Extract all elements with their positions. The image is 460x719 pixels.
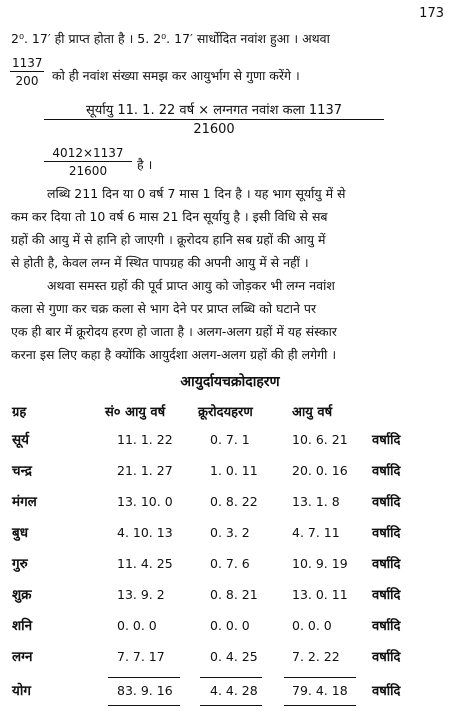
unit-label: वर्षादि (372, 588, 401, 603)
sum-rule-bottom (200, 705, 262, 706)
header-krurodaya: क्रूरोदयहरण (198, 405, 253, 420)
sam-ayu-value: 0. 0. 0 (117, 618, 157, 633)
graha-name: मंगल (12, 494, 37, 510)
text-line: 2⁰. 17′ ही प्राप्त होता है । 5. 2⁰. 17′ सार्धोदित नवांश हुआ । अथवा (11, 31, 330, 46)
fraction-1137-200 (10, 56, 44, 88)
fraction-numerator: 1137 (12, 56, 43, 70)
text-line: करना इस लिए कहा है क्योंकि आयुर्दशा अलग-अलग ग्रहों की ही लगेगी । (11, 347, 337, 362)
table-row (0, 616, 460, 646)
sam-ayu-value: 13. 10. 0 (117, 494, 173, 509)
sam-ayu-value: 13. 9. 2 (117, 587, 165, 602)
table-row (0, 523, 460, 553)
krurodaya-value: 0. 8. 21 (210, 587, 258, 602)
ayu-value: 13. 0. 11 (292, 587, 348, 602)
text-line: से होती है, केवल लग्न में स्थित पापग्रह की अपनी आयु में से नहीं । (11, 255, 309, 270)
sum-rule-bottom (108, 705, 180, 706)
krurodaya-value: 0. 0. 0 (210, 618, 250, 633)
header-sam-ayu: सं० आयु वर्ष (105, 405, 166, 420)
formula-sun-age (44, 100, 384, 137)
sum-rule-top (284, 677, 356, 678)
text-line: लब्धि 211 दिन या 0 वर्ष 7 मास 1 दिन है । यह भाग सूर्यायु में से (47, 186, 346, 201)
sum-rule-top (200, 677, 262, 678)
sam-ayu-total: 83. 9. 16 (117, 683, 173, 698)
header-ayu: आयु वर्ष (292, 405, 333, 420)
sam-ayu-value: 4. 10. 13 (117, 525, 173, 540)
graha-name: शनि (12, 618, 33, 634)
unit-label: वर्षादि (372, 650, 401, 665)
header-graha: ग्रह (12, 405, 27, 420)
text-line: अथवा समस्त ग्रहों की पूर्व प्राप्त आयु को जोड़कर भी लग्न नवांश (47, 278, 335, 293)
unit-label: वर्षादि (372, 433, 401, 448)
formula-product (44, 146, 132, 178)
graha-name: सूर्य (12, 432, 29, 448)
text-line: कला से गुणा कर चक्र कला से भाग देने पर प्राप्त लब्धि को घटाने पर (11, 301, 317, 316)
table-title: आयुर्दायचक्रोदाहरण (180, 374, 280, 390)
sam-ayu-value: 21. 1. 27 (117, 463, 173, 478)
graha-name: गुरु (12, 556, 28, 572)
krurodaya-value: 0. 3. 2 (210, 525, 250, 540)
ayu-value: 10. 9. 19 (292, 556, 348, 571)
fraction-denominator: 200 (15, 74, 39, 88)
krurodaya-value: 0. 4. 25 (210, 649, 258, 664)
formula-denominator: 21600 (68, 164, 108, 178)
text-line: को ही नवांश संख्या समझ कर आयुर्भाग से गुणा करेंगे । (52, 68, 300, 83)
page-number: 173 (419, 6, 444, 21)
unit-label: वर्षादि (372, 526, 401, 541)
table-row-total (0, 681, 460, 711)
krurodaya-total: 4. 4. 28 (210, 683, 258, 698)
text-line: ग्रहों की आयु में से हानि हो जाएगी । क्रूरोदय हानि सब ग्रहों की आयु में (11, 232, 326, 247)
table-row (0, 554, 460, 584)
table-row (0, 492, 460, 522)
text-line: है । (137, 157, 153, 172)
table-row (0, 585, 460, 615)
sam-ayu-value: 11. 1. 22 (117, 432, 173, 447)
krurodaya-value: 0. 7. 1 (210, 432, 250, 447)
graha-name: योग (12, 683, 31, 699)
unit-label: वर्षादि (372, 619, 401, 634)
unit-label: वर्षादि (372, 557, 401, 572)
formula-numerator: सूर्यायु 11. 1. 22 वर्ष × लग्नगत नवांश कला 1137 (44, 100, 384, 120)
unit-label: वर्षादि (372, 495, 401, 510)
graha-name: चन्द्र (12, 463, 32, 479)
ayu-value: 10. 6. 21 (292, 432, 348, 447)
text-line: एक ही बार में क्रूरोदय हरण हो जाता है । अलग-अलग ग्रहों में यह संस्कार (11, 324, 337, 339)
ayu-value: 20. 0. 16 (292, 463, 348, 478)
krurodaya-value: 1. 0. 11 (210, 463, 258, 478)
graha-name: शुक्र (12, 587, 32, 603)
table-row (0, 461, 460, 491)
table-row (0, 647, 460, 677)
sum-rule-bottom (284, 705, 356, 706)
graha-name: लग्न (12, 649, 33, 665)
ayu-value: 0. 0. 0 (292, 618, 332, 633)
krurodaya-value: 0. 8. 22 (210, 494, 258, 509)
formula-numerator: 4012×1137 (44, 146, 132, 162)
sam-ayu-value: 11. 4. 25 (117, 556, 173, 571)
krurodaya-value: 0. 7. 6 (210, 556, 250, 571)
unit-label: वर्षादि (372, 684, 401, 699)
ayu-total: 79. 4. 18 (292, 683, 348, 698)
table-row (0, 430, 460, 460)
sum-rule-top (108, 677, 180, 678)
sam-ayu-value: 7. 7. 17 (117, 649, 165, 664)
ayu-value: 4. 7. 11 (292, 525, 340, 540)
graha-name: बुध (12, 525, 29, 541)
ayu-value: 7. 2. 22 (292, 649, 340, 664)
ayu-value: 13. 1. 8 (292, 494, 340, 509)
formula-denominator: 21600 (193, 122, 235, 137)
unit-label: वर्षादि (372, 464, 401, 479)
text-line: कम कर दिया तो 10 वर्ष 6 मास 21 दिन सूर्यायु है । इसी विधि से सब (11, 209, 328, 224)
